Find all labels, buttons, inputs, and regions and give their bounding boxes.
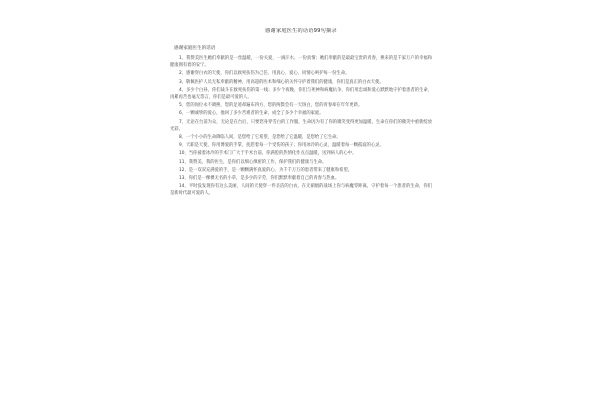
document-subtitle: 感谢家庭医生的话语: [174, 46, 216, 51]
document-title: 感谢家庭医生的话语99句摘录: [265, 28, 337, 34]
paragraph-14: 14、平时没发现你有这么美丽，人间的天使穿一件圣洁的白衣，在无硝烟的战场上你与病魔零距离，守护着每一个患者的生命，你们是新时代最可爱的人。: [170, 184, 432, 197]
paragraph-11: 11、我赞美，我的医生，是你们以细心缜密的工作，保护我们的健康与生命。: [179, 159, 327, 165]
paragraph-9: 9、天职是天使，你用博爱的手掌，抚慰着每一个受伤的孩子；你用冰冷的心灵，温暖着每一颗孤寂的心灵。: [179, 143, 384, 149]
paragraph-3: 3、敬佩医护人员无私奉献的精神，用高超的医术和细心的关怀守护着我们的健康，你们是真正的白衣天使。: [179, 79, 384, 85]
paragraph-12: 12、是一双双充满爱的手，是一颗颗满怀真爱的心，为千千万万的患者带来了健康和希望。: [179, 167, 353, 173]
paragraph-1: 1、我赞美医生她们奉献的是一丝温暖，一份关爱，一滴汗水，一份真情；她们奉献的是最最宝贵的青春，换来的是千家万户的幸福和健康拥有着的安宁。: [170, 56, 432, 69]
document-page: [170, 28, 432, 378]
paragraph-13: 13、你们是一棵棵无名的小草，是多少的辛劳，你们默默奉献着自己的青春与热血。: [179, 176, 340, 182]
paragraph-2: 2、感谢穿白衣的天使，你们以救死扶伤为己任，用真心、爱心、同情心呵护每一份生命。: [179, 71, 350, 77]
paragraph-6: 6、一颗诚挚的爱心，他回了多少苦难者的生命，成全了多少个幸福的家庭。: [179, 111, 324, 117]
paragraph-10: 10、当你披着冰冷的手术门广大于手术台前，你满腔的热情化作点点温暖，送到病人的心中。: [179, 151, 357, 157]
paragraph-4: 4、多少个白昼，你们战斗在救死扶伤的第一线；多少个夜晚，你们与死神和病魔抗争，你们用忠诚和爱心默默地守护着患者的生命，再累再苦也毫无怨言，你们是最可爱的人。: [170, 87, 432, 101]
paragraph-5: 5、您的岗位永不调换，您的足迹却遍布四方，您的两鬓会有一天斑白，您的青春却在年年更新。: [179, 103, 363, 109]
paragraph-8: 8、一个小小的生命降临人间，是您给了它希望，是您给了它温暖，是您给了它生命。: [179, 135, 341, 141]
paragraph-7: 7、无论在台前为众，无论是在台后，只要您身穿雪白的工作服，生命因为有了你的微笑变得更加温暖，生命在你们的微笑中重新绽放光彩。: [170, 119, 432, 132]
